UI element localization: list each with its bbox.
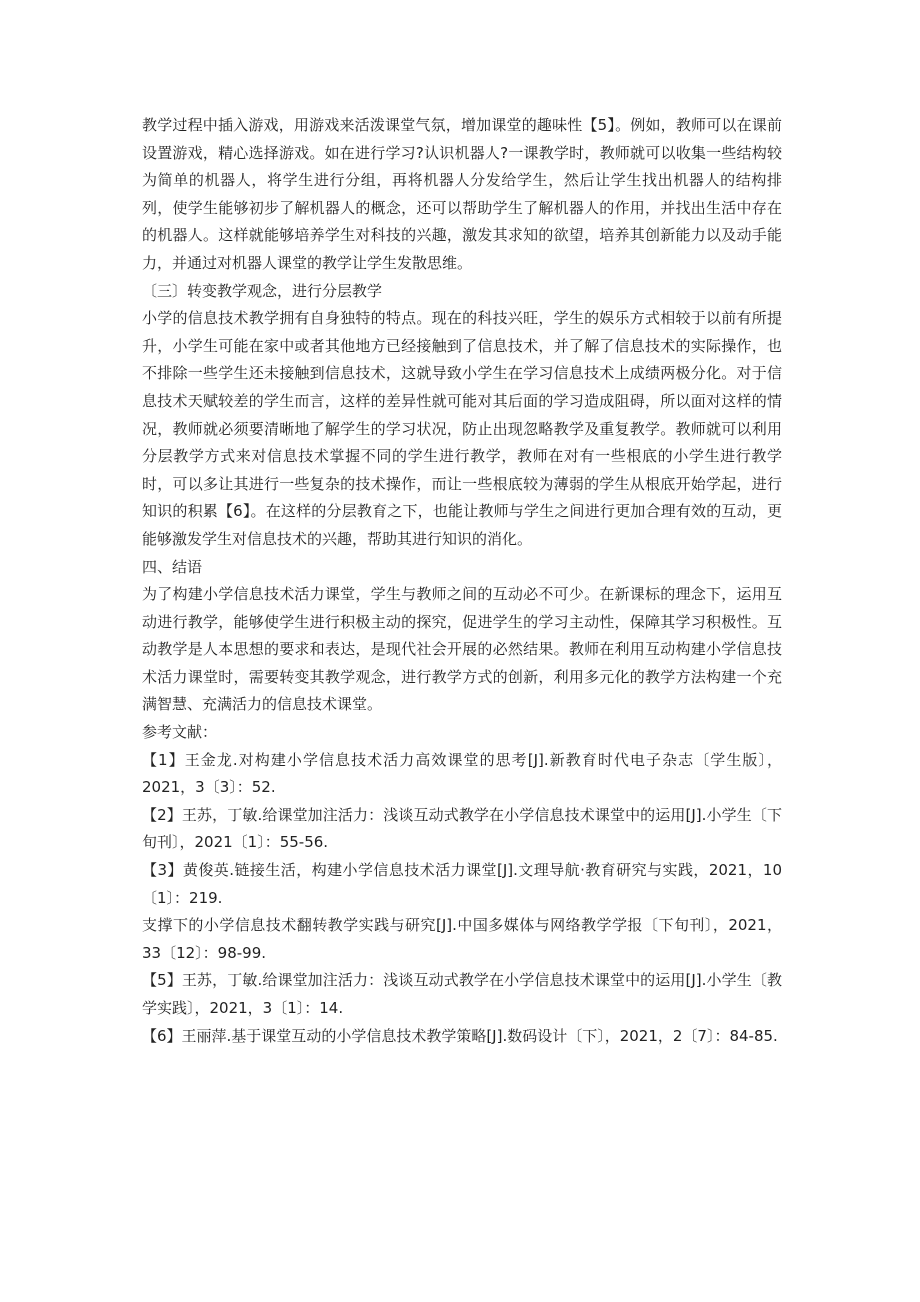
body-paragraph-game: 教学过程中插入游戏，用游戏来活泼课堂气氛，增加课堂的趣味性【5】。例如，教师可以在课前设置游戏，精心选择游戏。如在进行学习?认识机器人?一课教学时，教师就可以收集一些结构较为简单的机器人，将学生进行分组，再将机器人分发给学生，然后让学生找出机器人的结构排列，使学生能够初步了解机器人的概念，还可以帮助学生了解机器人的作用，并找出生活中存在的机器人。这样就能够培养学生对科技的兴趣，激发其求知的欲望，培养其创新能力以及动手能力，并通过对机器人课堂的教学让学生发散思维。 — [142, 116, 782, 272]
reference-item: 【5】王苏，丁敏.给课堂加注活力：浅谈互动式教学在小学信息技术课堂中的运用[J].小学生〔教学实践〕，2021，3〔1〕：14. — [142, 971, 782, 1017]
section-heading-conclusion: 四、结语 — [142, 557, 203, 576]
reference-item: 支撑下的小学信息技术翻转教学实践与研究[J].中国多媒体与网络教学学报〔下旬刊〕，2021，33〔12〕：98-99. — [142, 916, 782, 962]
body-paragraph-conclusion: 为了构建小学信息技术活力课堂，学生与教师之间的互动必不可少。在新课标的理念下，运用互动进行教学，能够使学生进行积极主动的探究，促进学生的学习主动性，保障其学习积极性。互动教学是人本思想的要求和表达，是现代社会开展的必然结果。教师在利用互动构建小学信息技术活力课堂时，需要转变其教学观念，进行教学方式的创新，利用多元化的教学方法构建一个充满智慧、充满活力的信息技术课堂。 — [142, 585, 782, 714]
body-paragraph-layered-teaching: 小学的信息技术教学拥有自身独特的特点。现在的科技兴旺，学生的娱乐方式相较于以前有所提升，小学生可能在家中或者其他地方已经接触到了信息技术，并了解了信息技术的实际操作，也不排除一些学生还未接触到信息技术，这就导致小学生在学习信息技术上成绩两极分化。对于信息技术天赋较差的学生而言，这样的差异性就可能对其后面的学习造成阻碍，所以面对这样的情况，教师就必须要清晰地了解学生的学习状况，防止出现忽略教学及重复教学。教师就可以利用分层教学方式来对信息技术掌握不同的学生进行教学，教师在对有一些根底的小学生进行教学时，可以多让其进行一些复杂的技术操作，而让一些根底较为薄弱的学生从根底开始学起，进行知识的积累【6】。在这样的分层教育之下，也能让教师与学生之间进行更加合理有效的互动，更能够激发学生对信息技术的兴趣，帮助其进行知识的消化。 — [142, 309, 782, 548]
document-body — [142, 112, 782, 1050]
reference-item: 【1】王金龙.对构建小学信息技术活力高效课堂的思考[J].新教育时代电子杂志〔学生版〕，2021，3〔3〕：52. — [142, 750, 782, 797]
section-heading-layered-teaching: 〔三〕转变教学观念，进行分层教学 — [142, 281, 383, 300]
reference-item: 【2】王苏，丁敏.给课堂加注活力：浅谈互动式教学在小学信息技术课堂中的运用[J].小学生〔下旬刊〕，2021〔1〕：55-56. — [142, 805, 782, 852]
references-heading: 参考文献： — [142, 723, 218, 742]
reference-item: 【3】黄俊英.链接生活，构建小学信息技术活力课堂[J].文理导航·教育研究与实践，2021，10〔1〕：219. — [142, 861, 782, 907]
reference-list — [142, 747, 782, 1051]
reference-item: 【6】王丽萍.基于课堂互动的小学信息技术教学策略[J].数码设计〔下〕，2021，2〔7〕：84-85. — [142, 1026, 778, 1045]
